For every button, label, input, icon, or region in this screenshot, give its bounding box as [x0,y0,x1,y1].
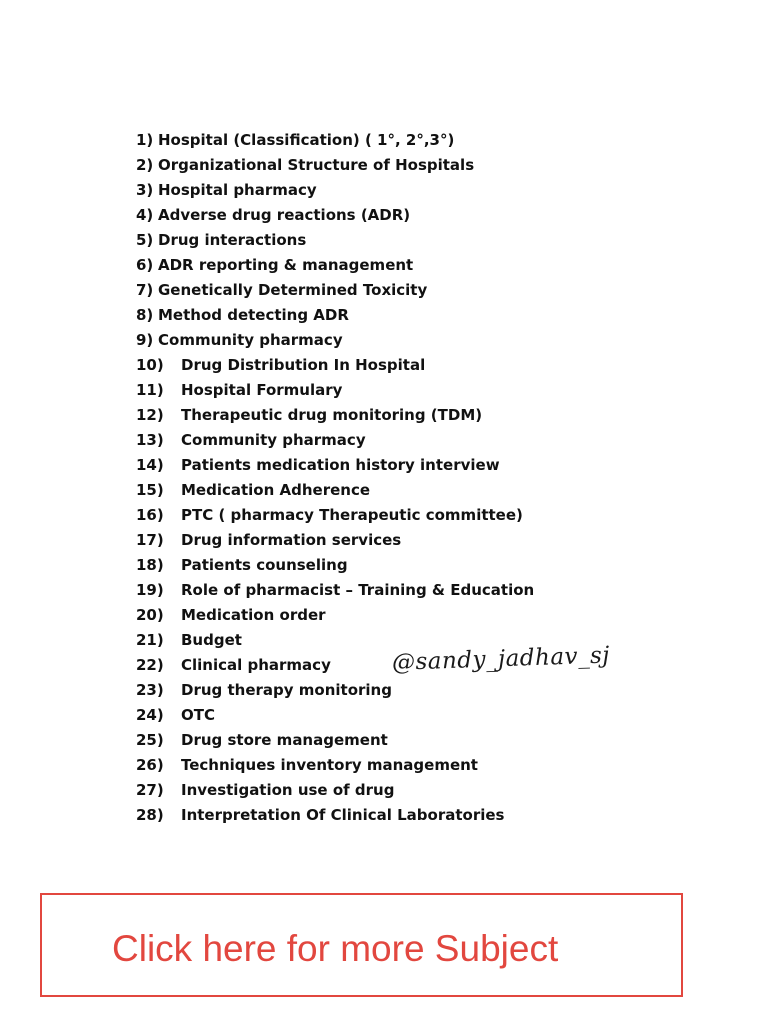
topic-number: 14) [136,456,164,474]
topic-text: Community pharmacy [181,431,366,449]
topic-number: 23) [136,681,164,699]
topic-number: 1) [136,131,154,149]
topic-number: 17) [136,531,164,549]
topic-number: 18) [136,556,164,574]
topic-text: ADR reporting & management [158,256,414,274]
topic-number: 3) [136,181,154,199]
topic-text: Medication Adherence [181,481,371,499]
author-watermark: @sandy_jadhav_sj [391,642,611,676]
more-subjects-label: Click here for more Subject [112,928,559,969]
topic-number: 22) [136,656,164,674]
topic-number: 4) [136,206,154,224]
topic-item [136,553,534,578]
topic-number: 26) [136,756,164,774]
topic-item [136,328,534,353]
topic-item [136,578,534,603]
topic-text: Genetically Determined Toxicity [158,281,428,299]
topic-item [136,478,534,503]
topic-item [136,278,534,303]
topic-text: Adverse drug reactions (ADR) [158,206,411,224]
topic-item [136,703,534,728]
topic-item [136,728,534,753]
topic-item [136,753,534,778]
topic-text: Role of pharmacist – Training & Education [181,581,535,599]
topic-text: Drug store management [181,731,388,749]
topic-item [136,353,534,378]
topic-text: Organizational Structure of Hospitals [158,156,475,174]
topic-number: 16) [136,506,164,524]
topic-number: 7) [136,281,154,299]
topic-item [136,778,534,803]
topic-number: 25) [136,731,164,749]
topic-number: 9) [136,331,154,349]
topic-item [136,303,534,328]
topic-text: Clinical pharmacy [181,656,331,674]
topic-text: Drug therapy monitoring [181,681,392,699]
topic-number: 10) [136,356,164,374]
topic-text: Hospital pharmacy [158,181,317,199]
topic-number: 11) [136,381,164,399]
topic-text: Budget [181,631,242,649]
topic-item [136,228,534,253]
topic-text: OTC [181,706,215,724]
topic-item [136,453,534,478]
topic-number: 20) [136,606,164,624]
topic-text: Drug information services [181,531,402,549]
topic-item [136,153,534,178]
topic-item [136,203,534,228]
topic-number: 6) [136,256,154,274]
topic-text: Investigation use of drug [181,781,395,799]
topic-text: Patients medication history interview [181,456,500,474]
topic-number: 13) [136,431,164,449]
topic-number: 28) [136,806,164,824]
topic-text: Techniques inventory management [181,756,478,774]
more-subjects-button[interactable] [40,893,683,997]
topic-number: 19) [136,581,164,599]
topic-item [136,528,534,553]
topic-number: 12) [136,406,164,424]
topic-text: Medication order [181,606,326,624]
topic-text: Hospital (Classification) ( 1°, 2°,3°) [158,131,455,149]
topic-number: 2) [136,156,154,174]
topic-item [136,378,534,403]
topic-item [136,603,534,628]
topic-item [136,178,534,203]
topic-number: 15) [136,481,164,499]
topic-number: 8) [136,306,154,324]
topic-item [136,678,534,703]
topic-text: Therapeutic drug monitoring (TDM) [181,406,483,424]
topic-list [136,128,534,828]
topic-text: Patients counseling [181,556,348,574]
topic-item [136,503,534,528]
topic-text: Drug interactions [158,231,307,249]
topic-item [136,403,534,428]
topic-number: 5) [136,231,154,249]
topic-text: PTC ( pharmacy Therapeutic committee) [181,506,523,524]
topic-item [136,128,534,153]
topic-text: Drug Distribution In Hospital [181,356,426,374]
topic-item [136,428,534,453]
topic-text: Interpretation Of Clinical Laboratories [181,806,505,824]
topic-text: Hospital Formulary [181,381,343,399]
topic-number: 21) [136,631,164,649]
topic-text: Community pharmacy [158,331,343,349]
topic-item [136,803,534,828]
topic-item [136,253,534,278]
topic-number: 24) [136,706,164,724]
topic-text: Method detecting ADR [158,306,349,324]
topic-number: 27) [136,781,164,799]
